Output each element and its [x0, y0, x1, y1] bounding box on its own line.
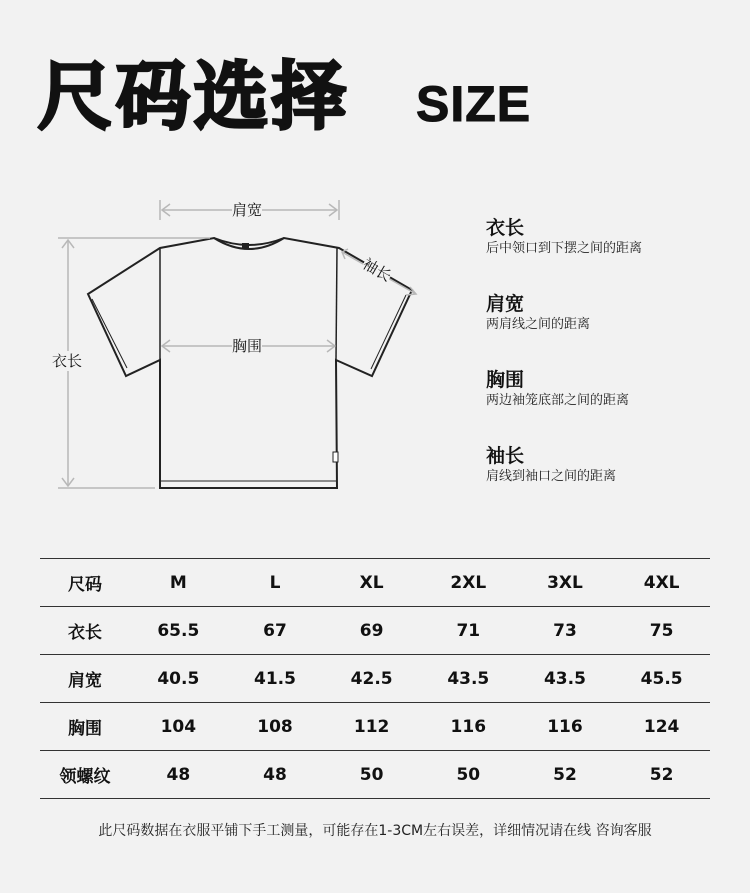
chest-label: 胸围: [232, 337, 263, 355]
table-header: M: [169, 572, 187, 593]
table-cell: 48: [166, 764, 191, 785]
table-cell: 104: [160, 716, 197, 737]
table-cell: 50: [359, 764, 384, 785]
row-label: 衣长: [68, 623, 102, 643]
row-label: 胸围: [68, 719, 102, 739]
table-cell: 75: [649, 620, 674, 641]
table-cell: 43.5: [543, 668, 586, 689]
table-cell: 116: [450, 716, 487, 737]
table-row: [40, 703, 710, 751]
tshirt-diagram: [0, 190, 470, 500]
table-cell: 52: [553, 764, 577, 785]
page-title-en: SIZE: [416, 76, 532, 132]
table-cell: 67: [263, 620, 287, 641]
table-header-row: [40, 559, 710, 607]
table-cell: 48: [263, 764, 287, 785]
table-cell: 50: [456, 764, 481, 785]
table-cell: 124: [643, 716, 680, 737]
table-header: XL: [359, 572, 384, 593]
legend-item-length: 衣长 后中领口到下摆之间的距离: [486, 217, 643, 256]
legend-item-shoulder: 肩宽 两肩线之间的距离: [486, 293, 591, 332]
legend-item-sleeve: 袖长 肩线到袖口之间的距离: [486, 445, 617, 484]
table-cell: 40.5: [157, 668, 200, 689]
table-header: 2XL: [450, 572, 487, 593]
measurement-legend: [486, 216, 736, 520]
table-header: 尺码: [68, 575, 102, 595]
table-cell: 69: [359, 620, 384, 641]
table-cell: 108: [257, 716, 293, 737]
size-table: [40, 558, 710, 799]
page-title: 尺码选择: [38, 54, 350, 140]
table-row: [40, 607, 710, 655]
table-cell: 43.5: [447, 668, 490, 689]
tshirt-outline: [88, 238, 412, 488]
table-cell: 65.5: [157, 620, 200, 641]
table-cell: 52: [649, 764, 674, 785]
row-label: 肩宽: [68, 671, 102, 691]
length-label: 衣长: [52, 352, 83, 370]
table-header: 4XL: [643, 572, 680, 593]
table-cell: 41.5: [254, 668, 296, 689]
sleeve-label: 袖长: [359, 254, 395, 286]
table-cell: 45.5: [640, 668, 683, 689]
table-cell: 71: [456, 620, 481, 641]
shoulder-label: 肩宽: [232, 201, 263, 219]
table-cell: 112: [353, 716, 390, 737]
header: [38, 52, 718, 142]
footnote: 此尺码数据在衣服平铺下手工测量，可能存在1-3CM左右误差，详细情况请在线 咨询客服: [98, 823, 652, 839]
table-cell: 73: [553, 620, 577, 641]
table-header: 3XL: [547, 572, 583, 593]
row-label: 领螺纹: [59, 767, 111, 787]
table-row: [40, 655, 710, 703]
table-cell: 116: [547, 716, 583, 737]
legend-item-chest: 胸围 两边袖笼底部之间的距离: [486, 369, 630, 408]
table-header: L: [269, 572, 281, 593]
table-cell: 42.5: [350, 668, 393, 689]
table-row: [40, 751, 710, 799]
